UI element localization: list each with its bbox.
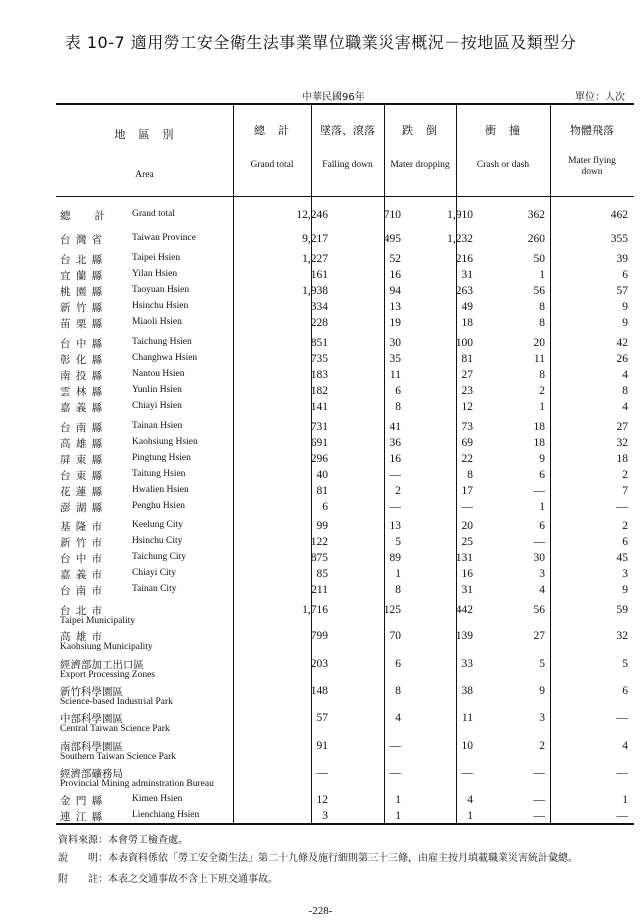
row-value: 49 (461, 301, 473, 313)
table-row (56, 684, 634, 707)
row-area-en: Yilan Hsien (132, 269, 178, 279)
row-area-zh: 苗 栗 縣 (60, 318, 104, 330)
row-value: 731 (310, 421, 328, 433)
row-value: 12 (316, 794, 328, 806)
row-value: 2 (395, 485, 401, 497)
row-area-zh: 基 隆 市 (60, 521, 104, 533)
row-value: 8 (467, 469, 473, 481)
row-value: 6 (622, 269, 628, 281)
row-area-en: Hsinchu City (132, 536, 183, 546)
table-row (56, 452, 634, 466)
row-area-zh: 台 北 縣 (60, 254, 104, 266)
row-value: — (389, 767, 401, 779)
row-value: 8 (395, 685, 401, 697)
row-value: — (389, 501, 401, 513)
row-area-zh: 桃 園 縣 (60, 286, 104, 298)
row-value: 5 (622, 658, 628, 670)
row-value: 296 (310, 453, 328, 465)
row-value: 3 (539, 568, 545, 580)
row-value: 3 (622, 568, 628, 580)
header-area-en: Area (135, 170, 154, 180)
row-value: 56 (533, 285, 545, 297)
row-value: 263 (455, 285, 473, 297)
table-row (56, 583, 634, 597)
row-area-en: Kimen Hsien (132, 794, 183, 804)
row-value: 1,716 (302, 604, 328, 616)
row-value: 73 (461, 421, 473, 433)
table-row (56, 766, 634, 789)
row-value: 1 (539, 501, 545, 513)
row-area-zh: 台 南 縣 (60, 422, 104, 434)
row-value: 710 (383, 209, 401, 221)
row-area-en: Keelung City (132, 520, 183, 530)
table-row (56, 208, 634, 222)
row-value: 1 (395, 794, 401, 806)
row-area-en: Southern Taiwan Science Park (60, 752, 177, 762)
header-flying (550, 104, 634, 196)
row-value: — (616, 501, 628, 513)
row-value: 12,246 (296, 209, 328, 221)
table-row (56, 657, 634, 680)
row-value: 6 (622, 685, 628, 697)
table-row (56, 284, 634, 298)
row-value: 1,227 (302, 253, 328, 265)
header-dropping (384, 104, 456, 196)
row-area-zh: 南部科學園區 (60, 741, 123, 753)
row-value: 3 (539, 712, 545, 724)
row-value: — (616, 712, 628, 724)
row-value: 8 (395, 584, 401, 596)
row-area-zh: 台 北 市 (60, 605, 104, 617)
row-area-en: Taipei Municipality (60, 616, 136, 626)
row-value: 691 (310, 437, 328, 449)
row-area-en: Changhwa Hsien (132, 353, 198, 363)
row-value: 4 (539, 584, 545, 596)
row-area-en: Taichung City (132, 552, 186, 562)
row-value: 41 (389, 421, 401, 433)
row-value: 30 (389, 337, 401, 349)
row-value: 875 (310, 552, 328, 564)
row-area-zh: 彰 化 縣 (60, 354, 104, 366)
row-area-en: Yunlin Hsien (132, 385, 182, 395)
table-row (56, 420, 634, 434)
table-row (56, 436, 634, 450)
row-value: 1 (622, 794, 628, 806)
row-value: 18 (461, 317, 473, 329)
row-value: 1 (395, 568, 401, 580)
row-value: 23 (461, 385, 473, 397)
table-row (56, 739, 634, 762)
row-value: 35 (389, 353, 401, 365)
row-value: 18 (533, 437, 545, 449)
row-area-en: Tainan Hsien (132, 421, 183, 431)
row-value: — (389, 469, 401, 481)
row-value: — (616, 767, 628, 779)
row-value: 334 (310, 301, 328, 313)
row-area-en: Hwalien Hsien (132, 485, 189, 495)
row-value: 355 (610, 233, 628, 245)
row-area-en: Provincial Mining adminstration Bureau (60, 779, 214, 789)
row-value: 13 (389, 301, 401, 313)
row-area-zh: 連 江 縣 (60, 811, 104, 823)
row-value: 30 (533, 552, 545, 564)
row-value: 52 (389, 253, 401, 265)
row-value: 148 (310, 685, 328, 697)
row-area-zh: 經濟部加工出口區 (60, 659, 144, 671)
header-crash-zh: 衝 撞 (485, 124, 521, 137)
row-value: 38 (461, 685, 473, 697)
row-value: 203 (310, 658, 328, 670)
note-remark: 附 註：本表之交通事故不含上下班交通事故。 (58, 874, 278, 885)
row-value: 141 (310, 401, 328, 413)
header-area-zh: 地 區 別 (114, 128, 175, 141)
row-value: 81 (461, 353, 473, 365)
header-total (233, 104, 311, 196)
row-value: 89 (389, 552, 401, 564)
table-row (56, 468, 634, 482)
row-value: 20 (533, 337, 545, 349)
row-area-zh: 台 東 縣 (60, 470, 104, 482)
row-value: — (533, 810, 545, 822)
row-value: 20 (461, 520, 473, 532)
row-value: 57 (316, 712, 328, 724)
header-falling (311, 104, 384, 196)
row-value: 31 (461, 584, 473, 596)
row-value: 31 (461, 269, 473, 281)
row-value: 4 (622, 740, 628, 752)
header-dropping-en: Mater dropping (390, 160, 450, 170)
row-value: 735 (310, 353, 328, 365)
row-value: — (389, 740, 401, 752)
row-area-zh: 宜 蘭 縣 (60, 270, 104, 282)
row-value: 362 (527, 209, 545, 221)
row-area-en: Taoyuan Hsien (132, 285, 190, 295)
row-value: 442 (455, 604, 473, 616)
row-value: 17 (461, 485, 473, 497)
row-value: — (533, 767, 545, 779)
row-value: 91 (316, 740, 328, 752)
table-row (56, 535, 634, 549)
row-value: 22 (461, 453, 473, 465)
row-value: 1,910 (447, 209, 473, 221)
row-value: 7 (622, 485, 628, 497)
row-value: 1 (395, 810, 401, 822)
row-area-en: Taiwan Province (132, 233, 196, 243)
table-row (56, 711, 634, 734)
row-value: 69 (461, 437, 473, 449)
row-value: 6 (539, 469, 545, 481)
row-value: 183 (310, 369, 328, 381)
row-value: 8 (539, 301, 545, 313)
row-value: 25 (461, 536, 473, 548)
header-crash (456, 104, 550, 196)
row-value: 27 (533, 630, 545, 642)
row-area-zh: 高 雄 縣 (60, 438, 104, 450)
table-row (56, 300, 634, 314)
row-area-en: Central Taiwan Science Park (60, 724, 170, 734)
row-value: 260 (527, 233, 545, 245)
row-area-en: Chiayi City (132, 568, 177, 578)
row-value: 4 (622, 401, 628, 413)
row-value: 16 (389, 453, 401, 465)
row-value: 45 (616, 552, 628, 564)
row-value: — (616, 810, 628, 822)
row-area-en: Kaohsiung Municipality (60, 642, 153, 652)
row-value: 33 (461, 658, 473, 670)
header-falling-en: Falling down (322, 160, 373, 170)
row-value: 6 (622, 536, 628, 548)
row-value: 42 (616, 337, 628, 349)
row-area-en: Penghu Hsien (132, 501, 186, 511)
row-value: — (316, 767, 328, 779)
header-total-en: Grand total (250, 160, 294, 170)
row-value: 13 (389, 520, 401, 532)
row-value: 799 (310, 630, 328, 642)
table-row (56, 567, 634, 581)
row-value: 11 (389, 369, 401, 381)
row-value: 9 (539, 685, 545, 697)
row-value: 1 (539, 401, 545, 413)
row-value: 139 (455, 630, 473, 642)
row-value: 125 (383, 604, 401, 616)
row-value: 6 (322, 501, 328, 513)
row-value: 81 (316, 485, 328, 497)
table-row (56, 232, 634, 246)
row-value: 16 (389, 269, 401, 281)
row-value: 4 (622, 369, 628, 381)
row-value: 16 (461, 568, 473, 580)
row-area-zh: 花 蓮 縣 (60, 486, 104, 498)
row-area-en: Hsinchu Hsien (132, 301, 189, 311)
row-value: 9 (539, 453, 545, 465)
row-value: 10 (461, 740, 473, 752)
row-area-en: Science-based Industrial Park (60, 697, 173, 707)
header-flying-zh: 物體飛落 (570, 124, 614, 137)
row-area-zh: 中部科學園區 (60, 713, 123, 725)
row-value: — (533, 536, 545, 548)
row-value: 19 (389, 317, 401, 329)
row-value: 228 (310, 317, 328, 329)
row-area-en: Lienchiang Hsien (132, 810, 200, 820)
row-area-zh: 台 中 市 (60, 553, 104, 565)
row-value: 3 (322, 810, 328, 822)
year-label: 中華民國96年 (302, 92, 365, 103)
table-row (56, 352, 634, 366)
row-area-en: Taipei Hsien (132, 253, 181, 263)
row-value: 27 (461, 369, 473, 381)
row-value: 39 (616, 253, 628, 265)
row-value: 5 (395, 536, 401, 548)
row-value: 9 (622, 301, 628, 313)
table-row (56, 384, 634, 398)
row-area-zh: 高 雄 市 (60, 631, 104, 643)
row-value: 4 (395, 712, 401, 724)
unit-label: 單位：人次 (575, 92, 625, 103)
row-area-en: Miaoli Hsien (132, 317, 182, 327)
row-value: 851 (310, 337, 328, 349)
row-area-zh: 台 灣 省 (60, 234, 104, 246)
row-area-en: Pingtung Hsien (132, 453, 191, 463)
row-area-zh: 總 計 (60, 210, 106, 222)
row-value: 36 (389, 437, 401, 449)
row-area-zh: 台 南 市 (60, 585, 104, 597)
row-area-zh: 南 投 縣 (60, 370, 104, 382)
row-value: 9 (622, 584, 628, 596)
row-value: 9 (622, 317, 628, 329)
row-value: 99 (316, 520, 328, 532)
row-area-zh: 新 竹 市 (60, 537, 104, 549)
header-flying-en: Mater flying down (568, 156, 616, 177)
row-value: 8 (622, 385, 628, 397)
table-row (56, 500, 634, 514)
row-area-en: Export Processing Zones (60, 670, 155, 680)
row-area-zh: 嘉 義 縣 (60, 402, 104, 414)
row-value: 11 (533, 353, 545, 365)
row-area-en: Taichung Hsien (132, 337, 192, 347)
row-area-en: Taitung Hsien (132, 469, 186, 479)
row-value: — (533, 794, 545, 806)
row-area-zh: 新 竹 縣 (60, 302, 104, 314)
table-row (56, 629, 634, 652)
table-row (56, 603, 634, 626)
row-area-en: Kaohsiung Hsien (132, 437, 198, 447)
row-value: 32 (616, 437, 628, 449)
table-row (56, 400, 634, 414)
row-area-zh: 澎 湖 縣 (60, 502, 104, 514)
row-value: 18 (533, 421, 545, 433)
row-value: 85 (316, 568, 328, 580)
header-bottom-rule (56, 196, 634, 197)
table-row (56, 484, 634, 498)
row-value: 50 (533, 253, 545, 265)
row-value: 462 (610, 209, 628, 221)
row-value: 182 (310, 385, 328, 397)
table-row (56, 519, 634, 533)
note-explanation: 說 明：本表資料係依「勞工安全衛生法」第二十九條及施行細則第三十三條，由雇主按月填載職業災害統計彙總。 (58, 853, 578, 864)
table-row (56, 268, 634, 282)
row-value: — (461, 501, 473, 513)
row-value: 26 (616, 353, 628, 365)
row-area-zh: 雲 林 縣 (60, 386, 104, 398)
table-row (56, 551, 634, 565)
note-source: 資料來源：本會勞工檢查處。 (58, 835, 188, 846)
row-value: 8 (539, 369, 545, 381)
row-area-en: Tainan City (132, 584, 177, 594)
table-row (56, 793, 634, 807)
row-value: 131 (455, 552, 473, 564)
table-row (56, 809, 634, 823)
row-value: 40 (316, 469, 328, 481)
table-row (56, 252, 634, 266)
row-value: 70 (389, 630, 401, 642)
row-value: 2 (539, 740, 545, 752)
table-row (56, 316, 634, 330)
row-area-zh: 新竹科學園區 (60, 686, 123, 698)
row-value: 6 (539, 520, 545, 532)
row-area-en: Nantou Hsien (132, 369, 185, 379)
header-total-zh: 總 計 (254, 124, 290, 137)
table-bottom-rule (56, 823, 634, 825)
header-dropping-zh: 跌 倒 (402, 124, 438, 137)
row-value: 8 (395, 401, 401, 413)
table-title: 表 10-7 適用勞工安全衛生法事業單位職業災害概況－按地區及類型分 (64, 33, 577, 52)
row-value: 5 (539, 658, 545, 670)
row-value: 100 (455, 337, 473, 349)
page-number: -228- (308, 905, 333, 917)
row-value: — (461, 767, 473, 779)
row-value: 1 (467, 810, 473, 822)
row-value: 18 (616, 453, 628, 465)
row-value: 2 (622, 469, 628, 481)
row-value: 59 (616, 604, 628, 616)
row-area-zh: 金 門 縣 (60, 795, 104, 807)
row-value: 216 (455, 253, 473, 265)
row-value: 57 (616, 285, 628, 297)
row-value: 12 (461, 401, 473, 413)
row-area-zh: 經濟部礦務局 (60, 768, 123, 780)
header-crash-en: Crash or dash (476, 160, 530, 170)
row-value: 161 (310, 269, 328, 281)
row-value: 6 (395, 658, 401, 670)
row-value: 94 (389, 285, 401, 297)
table-row (56, 336, 634, 350)
row-value: 1,232 (447, 233, 473, 245)
row-value: 4 (467, 794, 473, 806)
row-value: — (533, 485, 545, 497)
row-value: 2 (622, 520, 628, 532)
row-value: 122 (310, 536, 328, 548)
row-value: 11 (461, 712, 473, 724)
row-value: 8 (539, 317, 545, 329)
header-falling-zh: 墜落、滾落 (320, 124, 375, 137)
row-value: 1 (539, 269, 545, 281)
row-value: 32 (616, 630, 628, 642)
row-area-zh: 嘉 義 市 (60, 569, 104, 581)
header-area (56, 104, 233, 196)
row-area-zh: 台 中 縣 (60, 338, 104, 350)
row-value: 2 (539, 385, 545, 397)
row-area-zh: 屏 東 縣 (60, 454, 104, 466)
row-area-en: Grand total (132, 209, 176, 219)
row-value: 9,217 (302, 233, 328, 245)
row-value: 495 (383, 233, 401, 245)
row-value: 1,938 (302, 285, 328, 297)
table-row (56, 368, 634, 382)
row-area-en: Chiayi Hsien (132, 401, 182, 411)
row-value: 211 (311, 584, 328, 596)
row-value: 27 (616, 421, 628, 433)
row-value: 56 (533, 604, 545, 616)
row-value: 6 (395, 385, 401, 397)
